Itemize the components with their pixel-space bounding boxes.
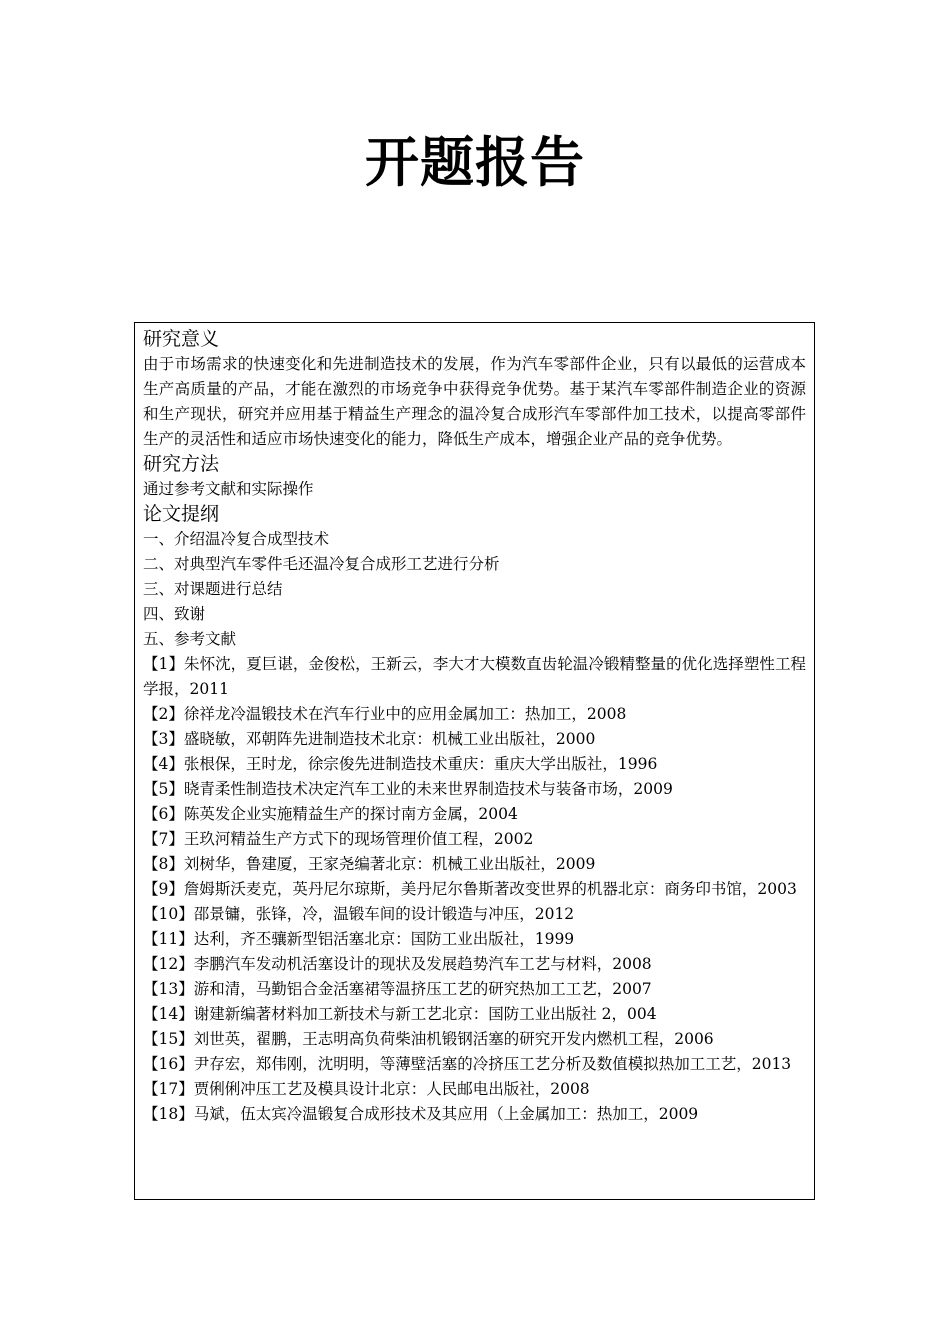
reference-item: 【3】盛晓敏，邓朝阵先进制造技术北京：机械工业出版社，2000 <box>143 730 596 748</box>
reference-item: 【6】陈英发企业实施精益生产的探讨南方金属，2004 <box>143 805 518 823</box>
heading-thesis-outline: 论文提纲 <box>143 503 220 525</box>
reference-item: 【8】刘树华，鲁建厦，王家尧编著北京：机械工业出版社，2009 <box>143 855 596 873</box>
reference-item: 【16】尹存宏，郑伟刚，沈明明，等薄壁活塞的冷挤压工艺分析及数值模拟热加工工艺，2013 <box>143 1055 792 1073</box>
outline-item: 四、致谢 <box>143 605 206 623</box>
outline-item: 三、对课题进行总结 <box>143 580 283 598</box>
reference-item: 【10】邵景镛，张锋，冷，温锻车间的设计锻造与冲压，2012 <box>143 905 575 923</box>
reference-item: 【14】谢建新编著材料加工新技术与新工艺北京：国防工业出版社 2，004 <box>143 1005 657 1023</box>
document-title: 开题报告 <box>365 131 585 194</box>
outline-item: 一、介绍温冷复合成型技术 <box>143 530 330 548</box>
reference-item: 【7】王玖河精益生产方式下的现场管理价值工程，2002 <box>143 830 534 848</box>
reference-item: 【12】李鹏汽车发动机活塞设计的现状及发展趋势汽车工艺与材料，2008 <box>143 955 652 973</box>
reference-item: 【13】游和清，马勤铝合金活塞裙等温挤压工艺的研究热加工工艺，2007 <box>143 980 652 998</box>
outline-item: 二、对典型汽车零件毛还温冷复合成形工艺进行分析 <box>143 555 500 573</box>
report-content-box <box>134 322 815 1200</box>
reference-item: 【18】马斌，伍太宾冷温锻复合成形技术及其应用（上金属加工：热加工，2009 <box>143 1105 699 1123</box>
heading-research-method: 研究方法 <box>143 453 220 475</box>
research-significance-text: 由于市场需求的快速变化和先进制造技术的发展，作为汽车零部件企业，只有以最低的运营成本生产高质量的产品，才能在激烈的市场竞争中获得竞争优势。基于某汽车零部件制造企业的资源和生产现状，研究并应用基于精益生产理念的温冷复合成形汽车零部件加工技术，以提高零部件生产的灵活性和适应市场快速变化的能力，降低生产成本，增强企业产品的竞争优势。 <box>143 355 806 448</box>
reference-item: 【15】刘世英，翟鹏，王志明高负荷柴油机锻钢活塞的研究开发内燃机工程，2006 <box>143 1030 714 1048</box>
outline-item: 五、参考文献 <box>143 630 237 648</box>
heading-research-significance: 研究意义 <box>143 328 220 350</box>
reference-item: 【2】徐祥龙冷温锻技术在汽车行业中的应用金属加工：热加工，2008 <box>143 705 627 723</box>
reference-item: 【9】詹姆斯沃麦克，英丹尼尔琼斯，美丹尼尔鲁斯著改变世界的机器北京：商务印书馆，2003 <box>143 880 797 898</box>
research-method-text: 通过参考文献和实际操作 <box>143 480 314 498</box>
reference-item: 【1】朱怀沈，夏巨谌，金俊松，王新云，李大才大模数直齿轮温冷锻精整量的优化选择塑性工程学报，2011 <box>143 655 806 698</box>
reference-item: 【4】张根保，王时龙，徐宗俊先进制造技术重庆：重庆大学出版社，1996 <box>143 755 658 773</box>
reference-item: 【17】贾俐俐冲压工艺及模具设计北京：人民邮电出版社，2008 <box>143 1080 590 1098</box>
reference-item: 【5】晓青柔性制造技术决定汽车工业的未来世界制造技术与装备市场，2009 <box>143 780 673 798</box>
reference-item: 【11】达利，齐丕骧新型铝活塞北京：国防工业出版社，1999 <box>143 930 575 948</box>
